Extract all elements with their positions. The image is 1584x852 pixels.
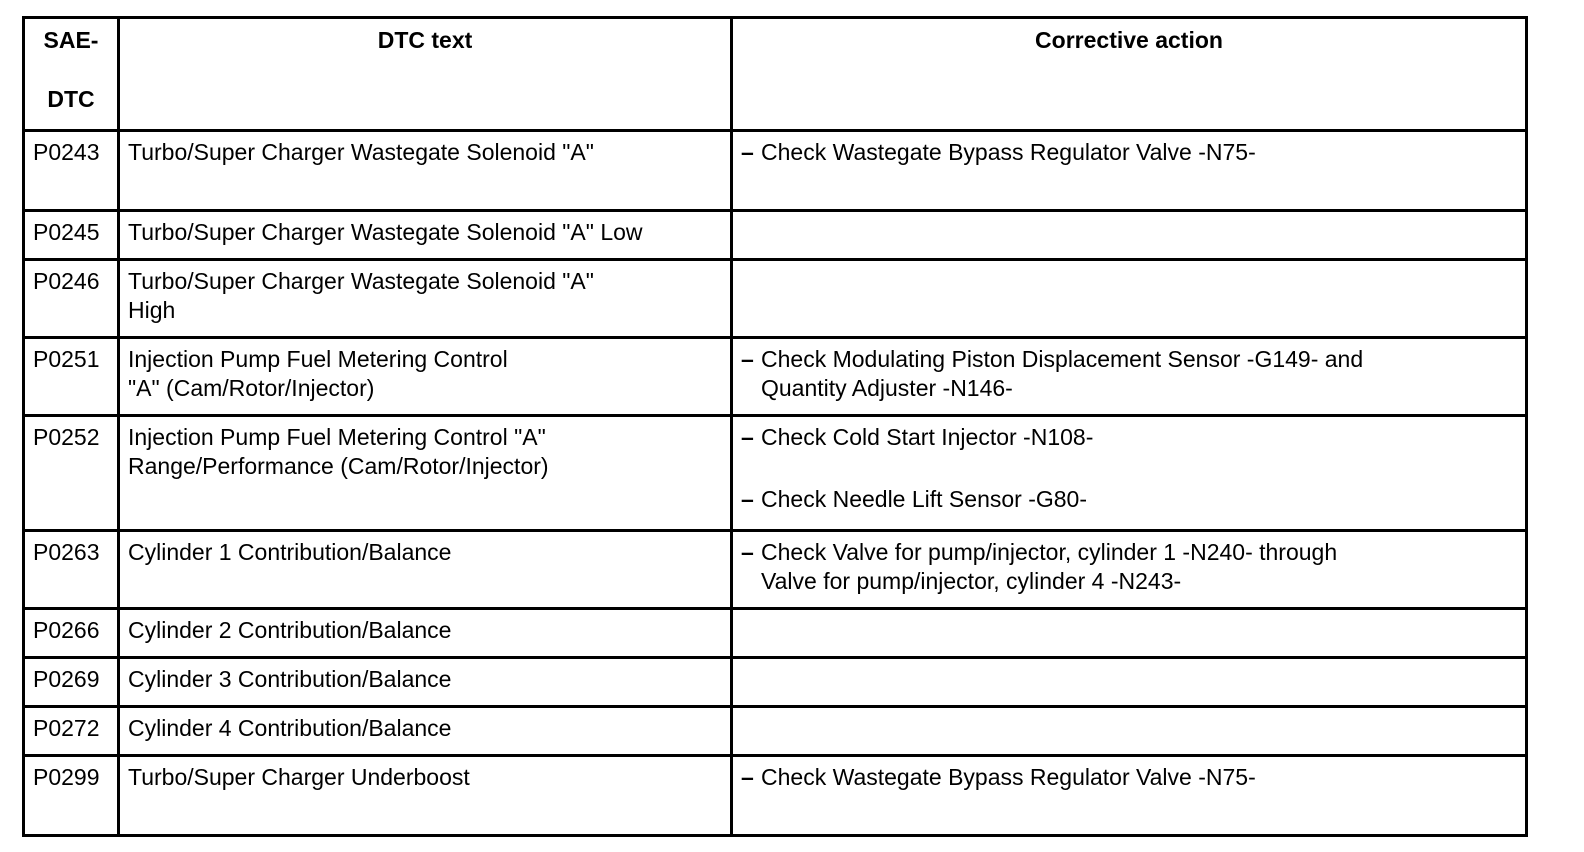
header-corrective-action: Corrective action xyxy=(732,18,1527,131)
dtc-text-line: Cylinder 1 Contribution/Balance xyxy=(128,539,452,565)
action-line: Check Wastegate Bypass Regulator Valve -N75- xyxy=(761,764,1256,790)
dtc-code: P0251 xyxy=(24,338,119,416)
header-code-line1: SAE- xyxy=(43,27,99,53)
dtc-text xyxy=(119,531,732,609)
dtc-text-line: Range/Performance (Cam/Rotor/Injector) xyxy=(128,453,549,479)
dtc-text-line: Turbo/Super Charger Underboost xyxy=(128,764,470,790)
dash-bullet: – xyxy=(741,139,754,165)
dtc-text-line: Cylinder 2 Contribution/Balance xyxy=(128,617,452,643)
dtc-text-line: Turbo/Super Charger Wastegate Solenoid "A" xyxy=(128,139,594,165)
dtc-code: P0269 xyxy=(24,658,119,707)
dash-bullet: – xyxy=(741,764,754,790)
dtc-text-line: Turbo/Super Charger Wastegate Solenoid "A" xyxy=(128,268,594,294)
action-line: Check Cold Start Injector -N108- xyxy=(761,424,1094,450)
corrective-action xyxy=(732,658,1527,707)
table-row xyxy=(24,260,1527,338)
table-row xyxy=(24,416,1527,531)
action-item xyxy=(741,423,1517,452)
table-row xyxy=(24,531,1527,609)
dash-bullet: – xyxy=(741,346,754,372)
corrective-action xyxy=(732,211,1527,260)
action-line: Check Wastegate Bypass Regulator Valve -N75- xyxy=(761,139,1256,165)
table-row xyxy=(24,338,1527,416)
dash-bullet: – xyxy=(741,539,754,565)
dtc-code: P0252 xyxy=(24,416,119,531)
corrective-action xyxy=(732,531,1527,609)
corrective-action xyxy=(732,338,1527,416)
dtc-code: P0246 xyxy=(24,260,119,338)
dtc-code: P0243 xyxy=(24,131,119,211)
table-row xyxy=(24,131,1527,211)
header-sae-dtc xyxy=(24,18,119,131)
table-row xyxy=(24,609,1527,658)
table-row xyxy=(24,211,1527,260)
dtc-text-line: "A" (Cam/Rotor/Injector) xyxy=(128,375,375,401)
dtc-text xyxy=(119,131,732,211)
dtc-text-line: Injection Pump Fuel Metering Control "A" xyxy=(128,424,546,450)
header-row xyxy=(24,18,1527,131)
dash-bullet: – xyxy=(741,486,754,512)
dtc-code: P0299 xyxy=(24,756,119,836)
dtc-table xyxy=(22,16,1528,837)
table-row xyxy=(24,756,1527,836)
corrective-action xyxy=(732,416,1527,531)
dtc-code: P0263 xyxy=(24,531,119,609)
dtc-text xyxy=(119,609,732,658)
corrective-action xyxy=(732,707,1527,756)
action-line: Quantity Adjuster -N146- xyxy=(761,375,1013,401)
header-code-line2: DTC xyxy=(47,86,95,112)
dash-bullet: – xyxy=(741,424,754,450)
corrective-action xyxy=(732,131,1527,211)
dtc-text-line: High xyxy=(128,297,176,323)
dtc-code: P0266 xyxy=(24,609,119,658)
corrective-action xyxy=(732,756,1527,836)
dtc-text xyxy=(119,260,732,338)
corrective-action xyxy=(732,260,1527,338)
action-line: Check Needle Lift Sensor -G80- xyxy=(761,486,1087,512)
action-item xyxy=(741,345,1517,403)
action-item xyxy=(741,138,1517,167)
action-item xyxy=(741,485,1517,514)
table-row xyxy=(24,658,1527,707)
action-line: Valve for pump/injector, cylinder 4 -N243- xyxy=(761,568,1182,594)
action-item xyxy=(741,763,1517,792)
dtc-text xyxy=(119,707,732,756)
action-line: Check Valve for pump/injector, cylinder 1 -N240- through xyxy=(761,539,1338,565)
dtc-text-line: Injection Pump Fuel Metering Control xyxy=(128,346,508,372)
dtc-text-line: Cylinder 4 Contribution/Balance xyxy=(128,715,452,741)
dtc-text xyxy=(119,338,732,416)
dtc-text xyxy=(119,416,732,531)
dtc-code: P0272 xyxy=(24,707,119,756)
corrective-action xyxy=(732,609,1527,658)
dtc-text-line: Cylinder 3 Contribution/Balance xyxy=(128,666,452,692)
action-line: Check Modulating Piston Displacement Sensor -G149- and xyxy=(761,346,1364,372)
dtc-text xyxy=(119,756,732,836)
header-dtc-text: DTC text xyxy=(119,18,732,131)
dtc-code: P0245 xyxy=(24,211,119,260)
dtc-text xyxy=(119,211,732,260)
table-row xyxy=(24,707,1527,756)
action-item xyxy=(741,538,1517,596)
dtc-text xyxy=(119,658,732,707)
dtc-text-line: Turbo/Super Charger Wastegate Solenoid "A" Low xyxy=(128,219,643,245)
